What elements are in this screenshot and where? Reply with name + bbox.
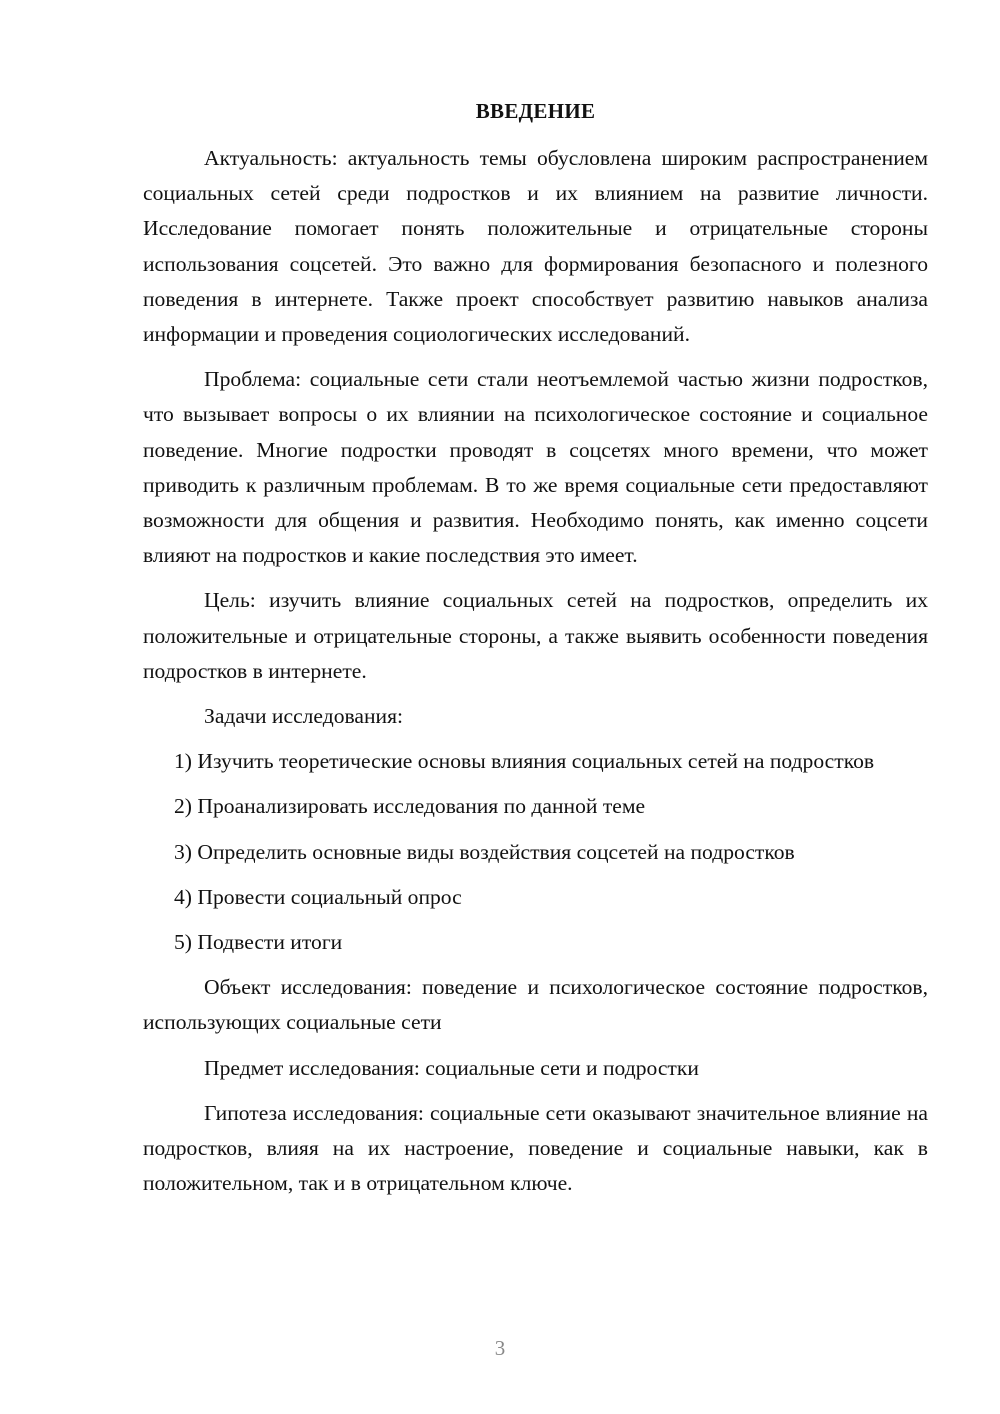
problem-paragraph: Проблема: социальные сети стали неотъемлемой частью жизни подростков, что вызывает вопросы о их влиянии на психологическое состояние и социальное поведение. Многие подростки проводят в соцсетях много времени, что может приводить к различным проблемам. В то же время социальные сети предоставляют возможности для общения и развития. Необходимо понять, как именно соцсети влияют на подростков и какие последствия это имеет. [143, 367, 928, 568]
task-item-5: 5) Подвести итоги [174, 930, 343, 955]
tasks-heading: Задачи исследования: [204, 704, 404, 729]
task-item-3: 3) Определить основные виды воздействия соцсетей на подростков [174, 839, 795, 864]
hypothesis-paragraph: Гипотеза исследования: социальные сети оказывают значительное влияние на подростков, влияя на их настроение, поведение и социальные навыки, как в положительном, так и в отрицательном ключе. [143, 1100, 928, 1196]
page-number: 3 [494, 1336, 506, 1360]
document-body [143, 141, 928, 1211]
subject-paragraph: Предмет исследования: социальные сети и подростки [204, 1055, 699, 1080]
task-item-1: 1) Изучить теоретические основы влияния социальных сетей на подростков [174, 749, 875, 774]
section-title: ВВЕДЕНИЕ [475, 99, 596, 123]
goal-paragraph: Цель: изучить влияние социальных сетей на подростков, определить их положительные и отрицательные стороны, а также выявить особенности поведения подростков в интернете. [143, 588, 928, 683]
relevance-paragraph: Актуальность: актуальность темы обусловлена широким распространением социальных сетей среди подростков и их влиянием на развитие личности. Исследование помогает понять положительные и отрицательные стороны использования соцсетей. Это важно для формирования безопасного и полезного поведения в интернете. Также проект способствует развитию навыков анализа информации и проведения социологических исследований. [143, 146, 928, 347]
task-item-4: 4) Провести социальный опрос [174, 884, 462, 909]
task-item-2: 2) Проанализировать исследования по данной теме [174, 794, 646, 819]
object-paragraph: Объект исследования: поведение и психологическое состояние подростков, использующих социальные сети [143, 975, 928, 1035]
